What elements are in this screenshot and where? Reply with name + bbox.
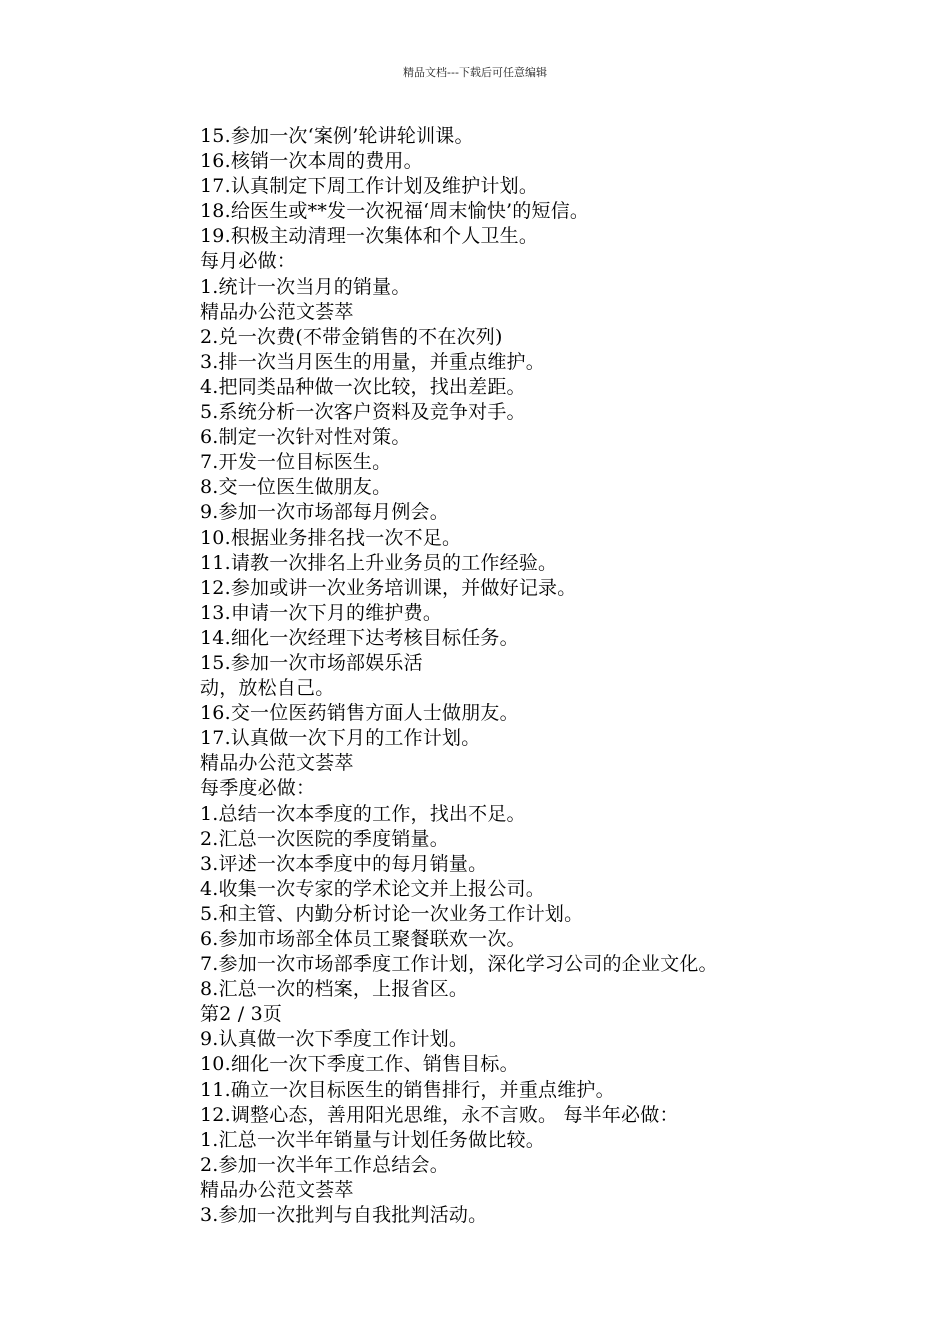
text-line: 9.参加一次市场部每月例会。 [200,501,449,524]
page-number: 第2 / 3页 [200,1003,283,1026]
text-line: 14.细化一次经理下达考核目标任务。 [200,626,519,649]
text-line: 6.制定一次针对性对策。 [200,426,411,449]
text-line: 17.认真做一次下月的工作计划。 [200,727,481,750]
text-line: 15.参加一次市场部娱乐活 [200,651,423,674]
text-line: 2.汇总一次医院的季度销量。 [200,827,449,850]
text-line: 1.总结一次本季度的工作，找出不足。 [200,802,526,825]
text-line: 13.申请一次下月的维护费。 [200,601,443,624]
text-line: 4.把同类品种做一次比较，找出差距。 [200,375,526,398]
text-line: 3.评述一次本季度中的每月销量。 [200,852,488,875]
text-line: 4.收集一次专家的学术论文并上报公司。 [200,877,545,900]
text-line: 10.根据业务排名找一次不足。 [200,526,462,549]
text-line: 11.请教一次排名上升业务员的工作经验。 [200,551,558,574]
text-line: 12.调整心态，善用阳光思维，永不言败。 每半年必做： [200,1103,679,1126]
text-line: 3.排一次当月医生的用量，并重点维护。 [200,350,545,373]
text-line: 3.参加一次批判与自我批判活动。 [200,1204,488,1227]
text-line: 10.细化一次下季度工作、销售目标。 [200,1053,519,1076]
text-line: 8.交一位医生做朋友。 [200,476,392,499]
text-line: 18.给医生或**发一次祝福‘周末愉快’的短信。 [200,200,590,223]
text-line: 1.汇总一次半年销量与计划任务做比较。 [200,1128,545,1151]
text-line: 7.参加一次市场部季度工作计划，深化学习公司的企业文化。 [200,953,718,976]
page-header: 精品文档---下载后可任意编辑 [403,66,547,79]
text-line: 动，放松自己。 [200,677,335,700]
text-line: 15.参加一次‘案例’轮讲轮训课。 [200,125,474,147]
text-line: 6.参加市场部全体员工聚餐联欢一次。 [200,928,526,950]
text-line: 16.交一位医药销售方面人士做朋友。 [200,702,519,725]
text-line: 5.系统分析一次客户资料及竞争对手。 [200,401,526,424]
text-line: 1.统计一次当月的销量。 [200,275,411,298]
text-line: 8.汇总一次的档案，上报省区。 [200,978,469,1001]
text-line: 2.参加一次半年工作总结会。 [200,1153,449,1176]
section-heading: 每季度必做： [200,777,316,800]
text-line: 16.核销一次本周的费用。 [200,150,423,173]
text-line: 5.和主管、内勤分析讨论一次业务工作计划。 [200,902,584,925]
watermark-line: 精品办公范文荟萃 [200,1178,354,1201]
text-line: 7.开发一位目标医生。 [200,451,392,474]
text-line: 12.参加或讲一次业务培训课，并做好记录。 [200,576,577,599]
watermark-line: 精品办公范文荟萃 [200,752,354,775]
text-line: 17.认真制定下周工作计划及维护计划。 [200,175,539,198]
text-line: 19.积极主动清理一次集体和个人卫生。 [200,225,539,248]
text-line: 2.兑一次费(不带金销售的不在次列) [200,325,503,348]
section-heading: 每月必做： [200,250,297,273]
watermark-line: 精品办公范文荟萃 [200,300,354,323]
document-body [200,124,920,1228]
text-line: 9.认真做一次下季度工作计划。 [200,1028,469,1051]
text-line: 11.确立一次目标医生的销售排行，并重点维护。 [200,1078,615,1101]
